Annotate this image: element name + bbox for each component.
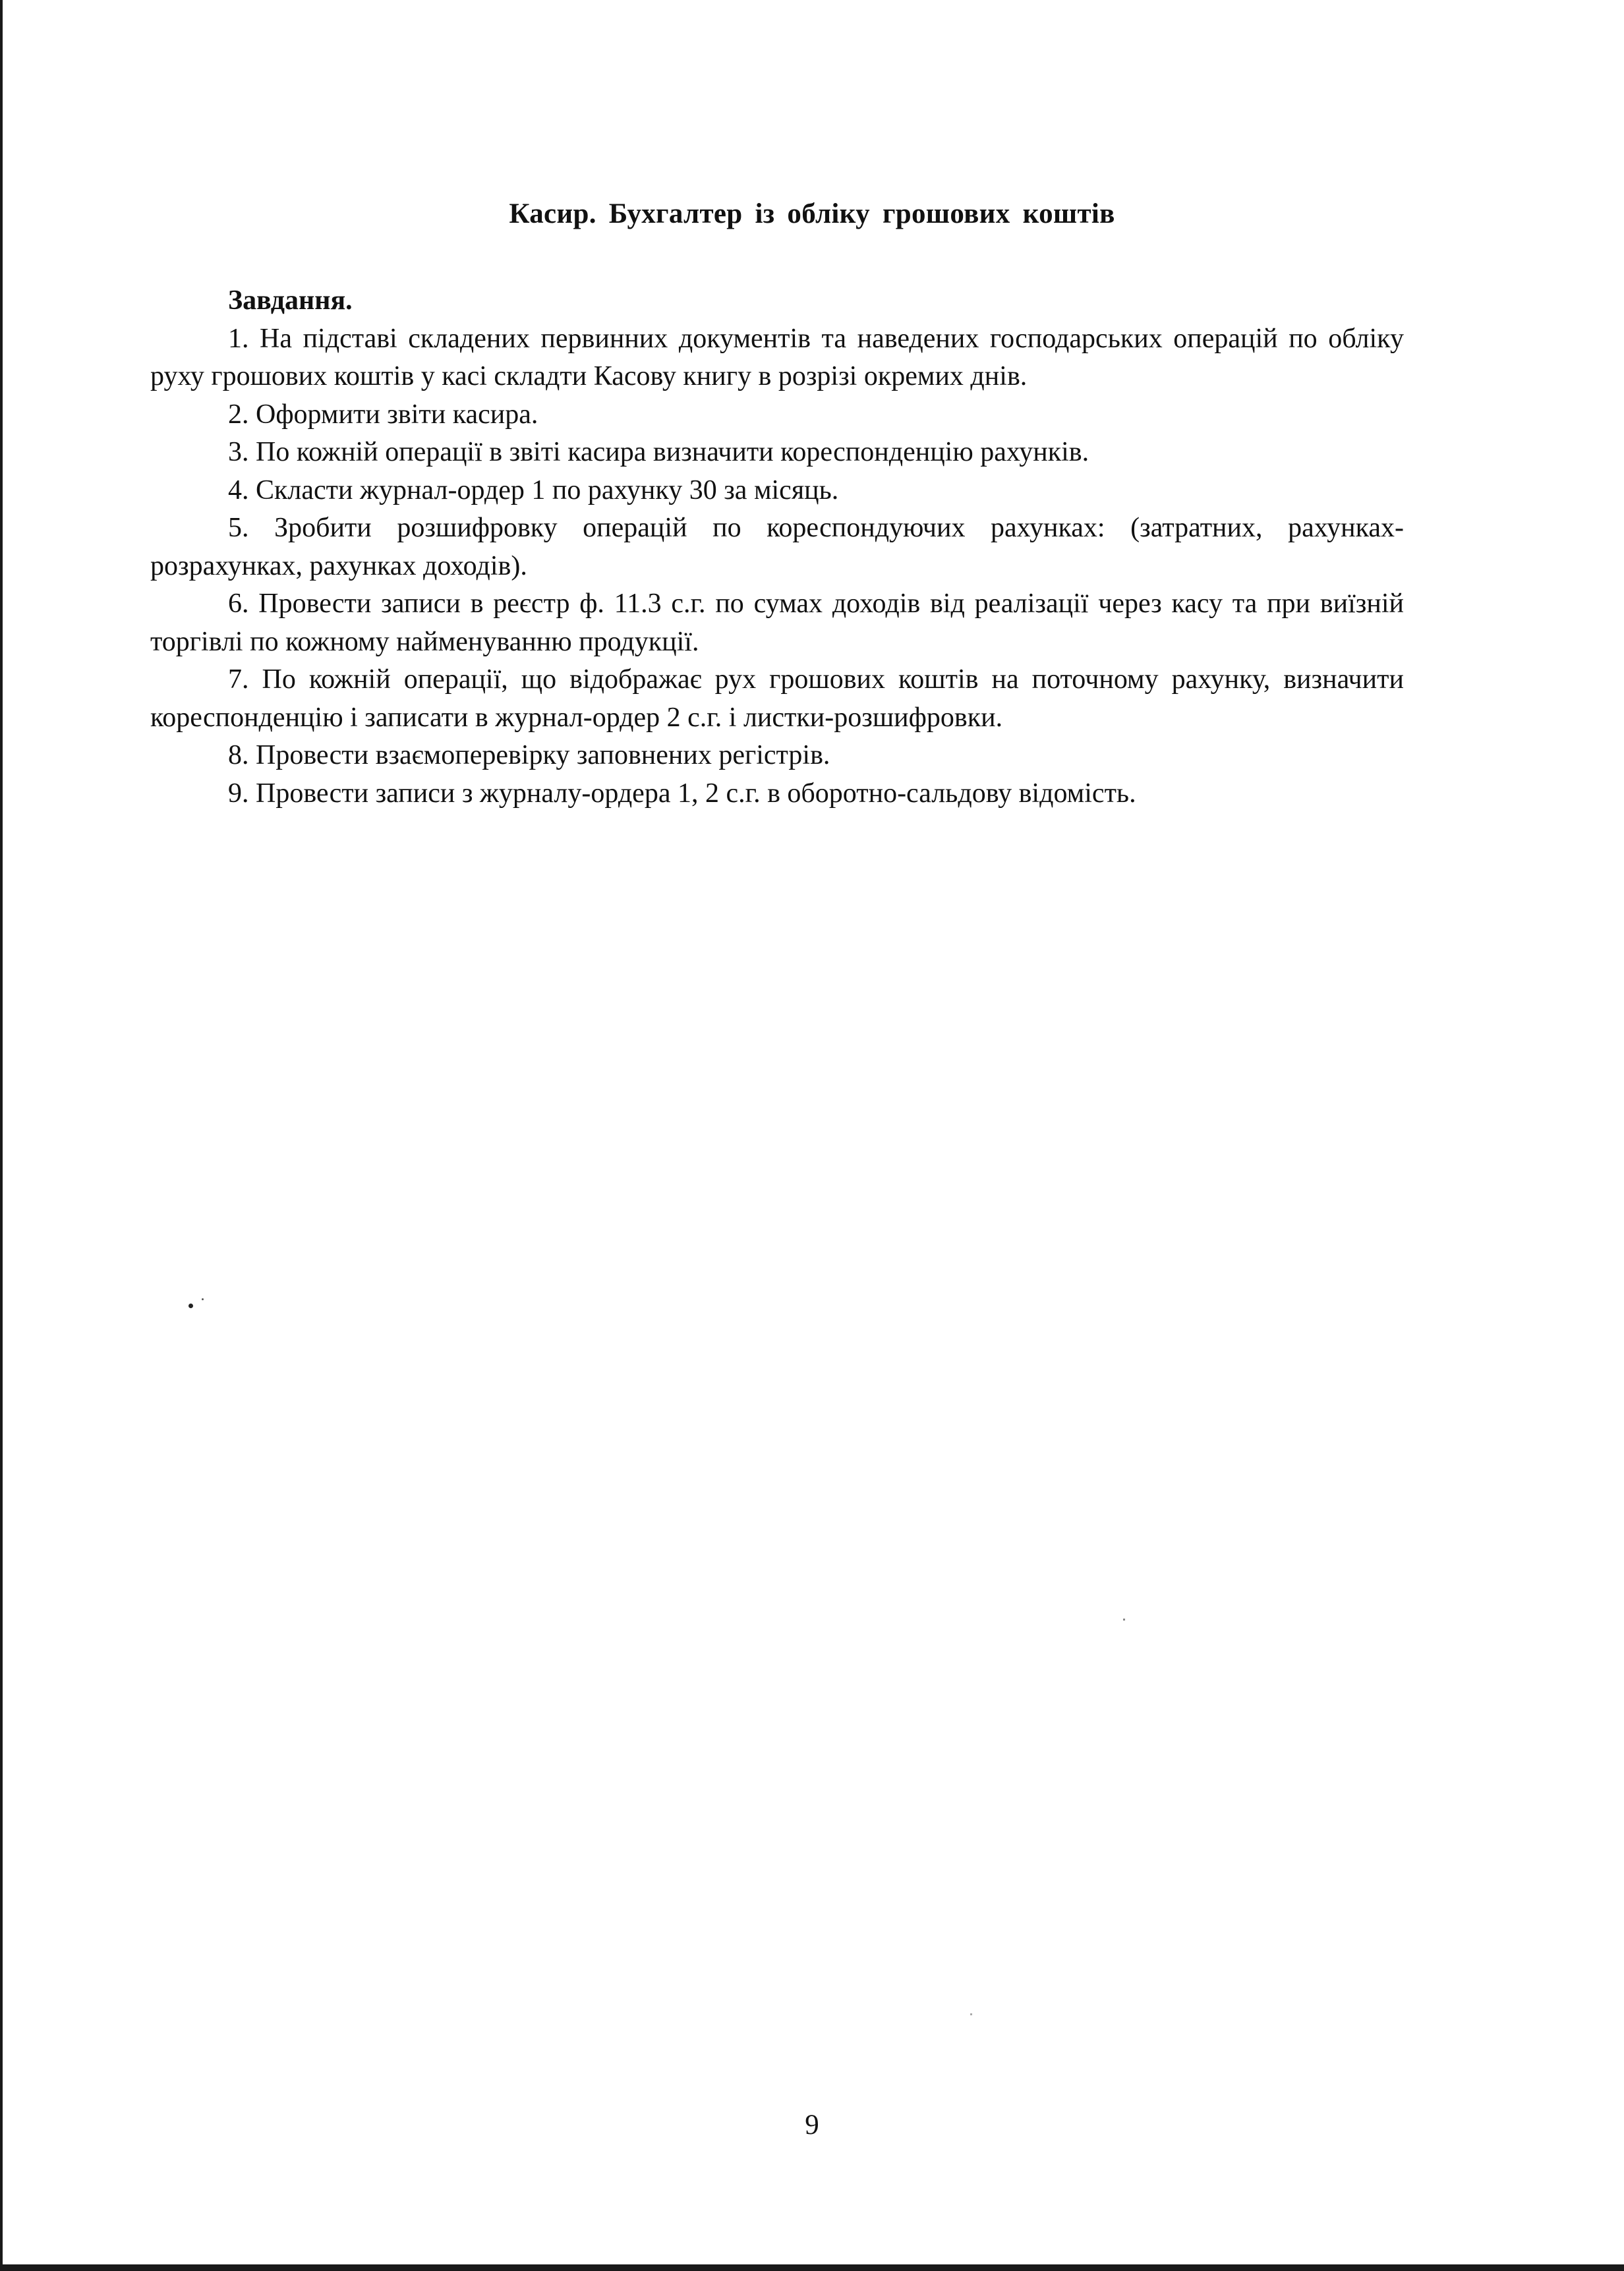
task-text: Скласти журнал-ордер 1 по рахунку 30 за місяць. xyxy=(256,474,839,505)
task-text: По кожній операції в звіті касира визначити кореспонденцію рахунків. xyxy=(256,437,1089,467)
section-heading: Завдання. xyxy=(228,285,353,316)
scan-speck xyxy=(202,1298,204,1300)
task-number: 9. xyxy=(228,778,249,809)
page-title: Касир. Бухгалтер із обліку грошових коштів xyxy=(509,198,1115,229)
task-text: Провести записи з журналу-ордера 1, 2 с.г. в оборотно-сальдову відомість. xyxy=(256,778,1136,809)
task-item-4 xyxy=(150,472,1404,510)
task-number: 5. xyxy=(228,513,249,543)
task-number: 7. xyxy=(228,664,249,695)
task-item-5 xyxy=(150,509,1404,585)
scan-speck xyxy=(188,1304,193,1308)
task-number: 8. xyxy=(228,740,249,770)
task-text: Оформити звіти касира. xyxy=(256,399,538,430)
scan-speck xyxy=(1123,1619,1125,1621)
task-text: Провести записи в реєстр ф. 11.3 с.г. по сумах доходів від реалізації через касу та при виїзній торгівлі по кожному найменуванню продукції. xyxy=(150,589,1404,657)
task-item-9 xyxy=(150,775,1404,813)
task-text: Зробити розшифровку операцій по кореспондуючих рахунках: (затратних, рахунках-розрахунках, рахунках доходів). xyxy=(150,513,1404,581)
task-item-1 xyxy=(150,320,1404,396)
task-text: Провести взаємоперевірку заповнених регістрів. xyxy=(256,740,830,770)
task-text: По кожній операції, що відображає рух грошових коштів на поточному рахунку, визначити кореспонденцію і записати в журнал-ордер 2 с.г. і листки-розшифровки. xyxy=(150,664,1404,733)
task-item-6 xyxy=(150,585,1404,661)
task-item-3 xyxy=(150,434,1404,472)
task-section xyxy=(150,282,1404,813)
task-text: На підставі складених первинних документів та наведених господарських операцій по обліку руху грошових коштів у касі складти Касову книгу в розрізі окремих днів. xyxy=(150,323,1404,391)
task-item-2 xyxy=(150,396,1404,434)
task-item-7 xyxy=(150,661,1404,737)
task-number: 4. xyxy=(228,474,249,505)
task-number: 2. xyxy=(228,399,249,430)
task-number: 1. xyxy=(228,323,249,354)
task-number: 3. xyxy=(228,437,249,467)
scan-border-left xyxy=(0,0,3,2271)
scan-border-bottom xyxy=(0,2264,1624,2271)
page-number: 9 xyxy=(805,2110,819,2141)
task-number: 6. xyxy=(228,589,249,619)
scan-speck xyxy=(970,2013,972,2015)
task-item-8 xyxy=(150,737,1404,775)
